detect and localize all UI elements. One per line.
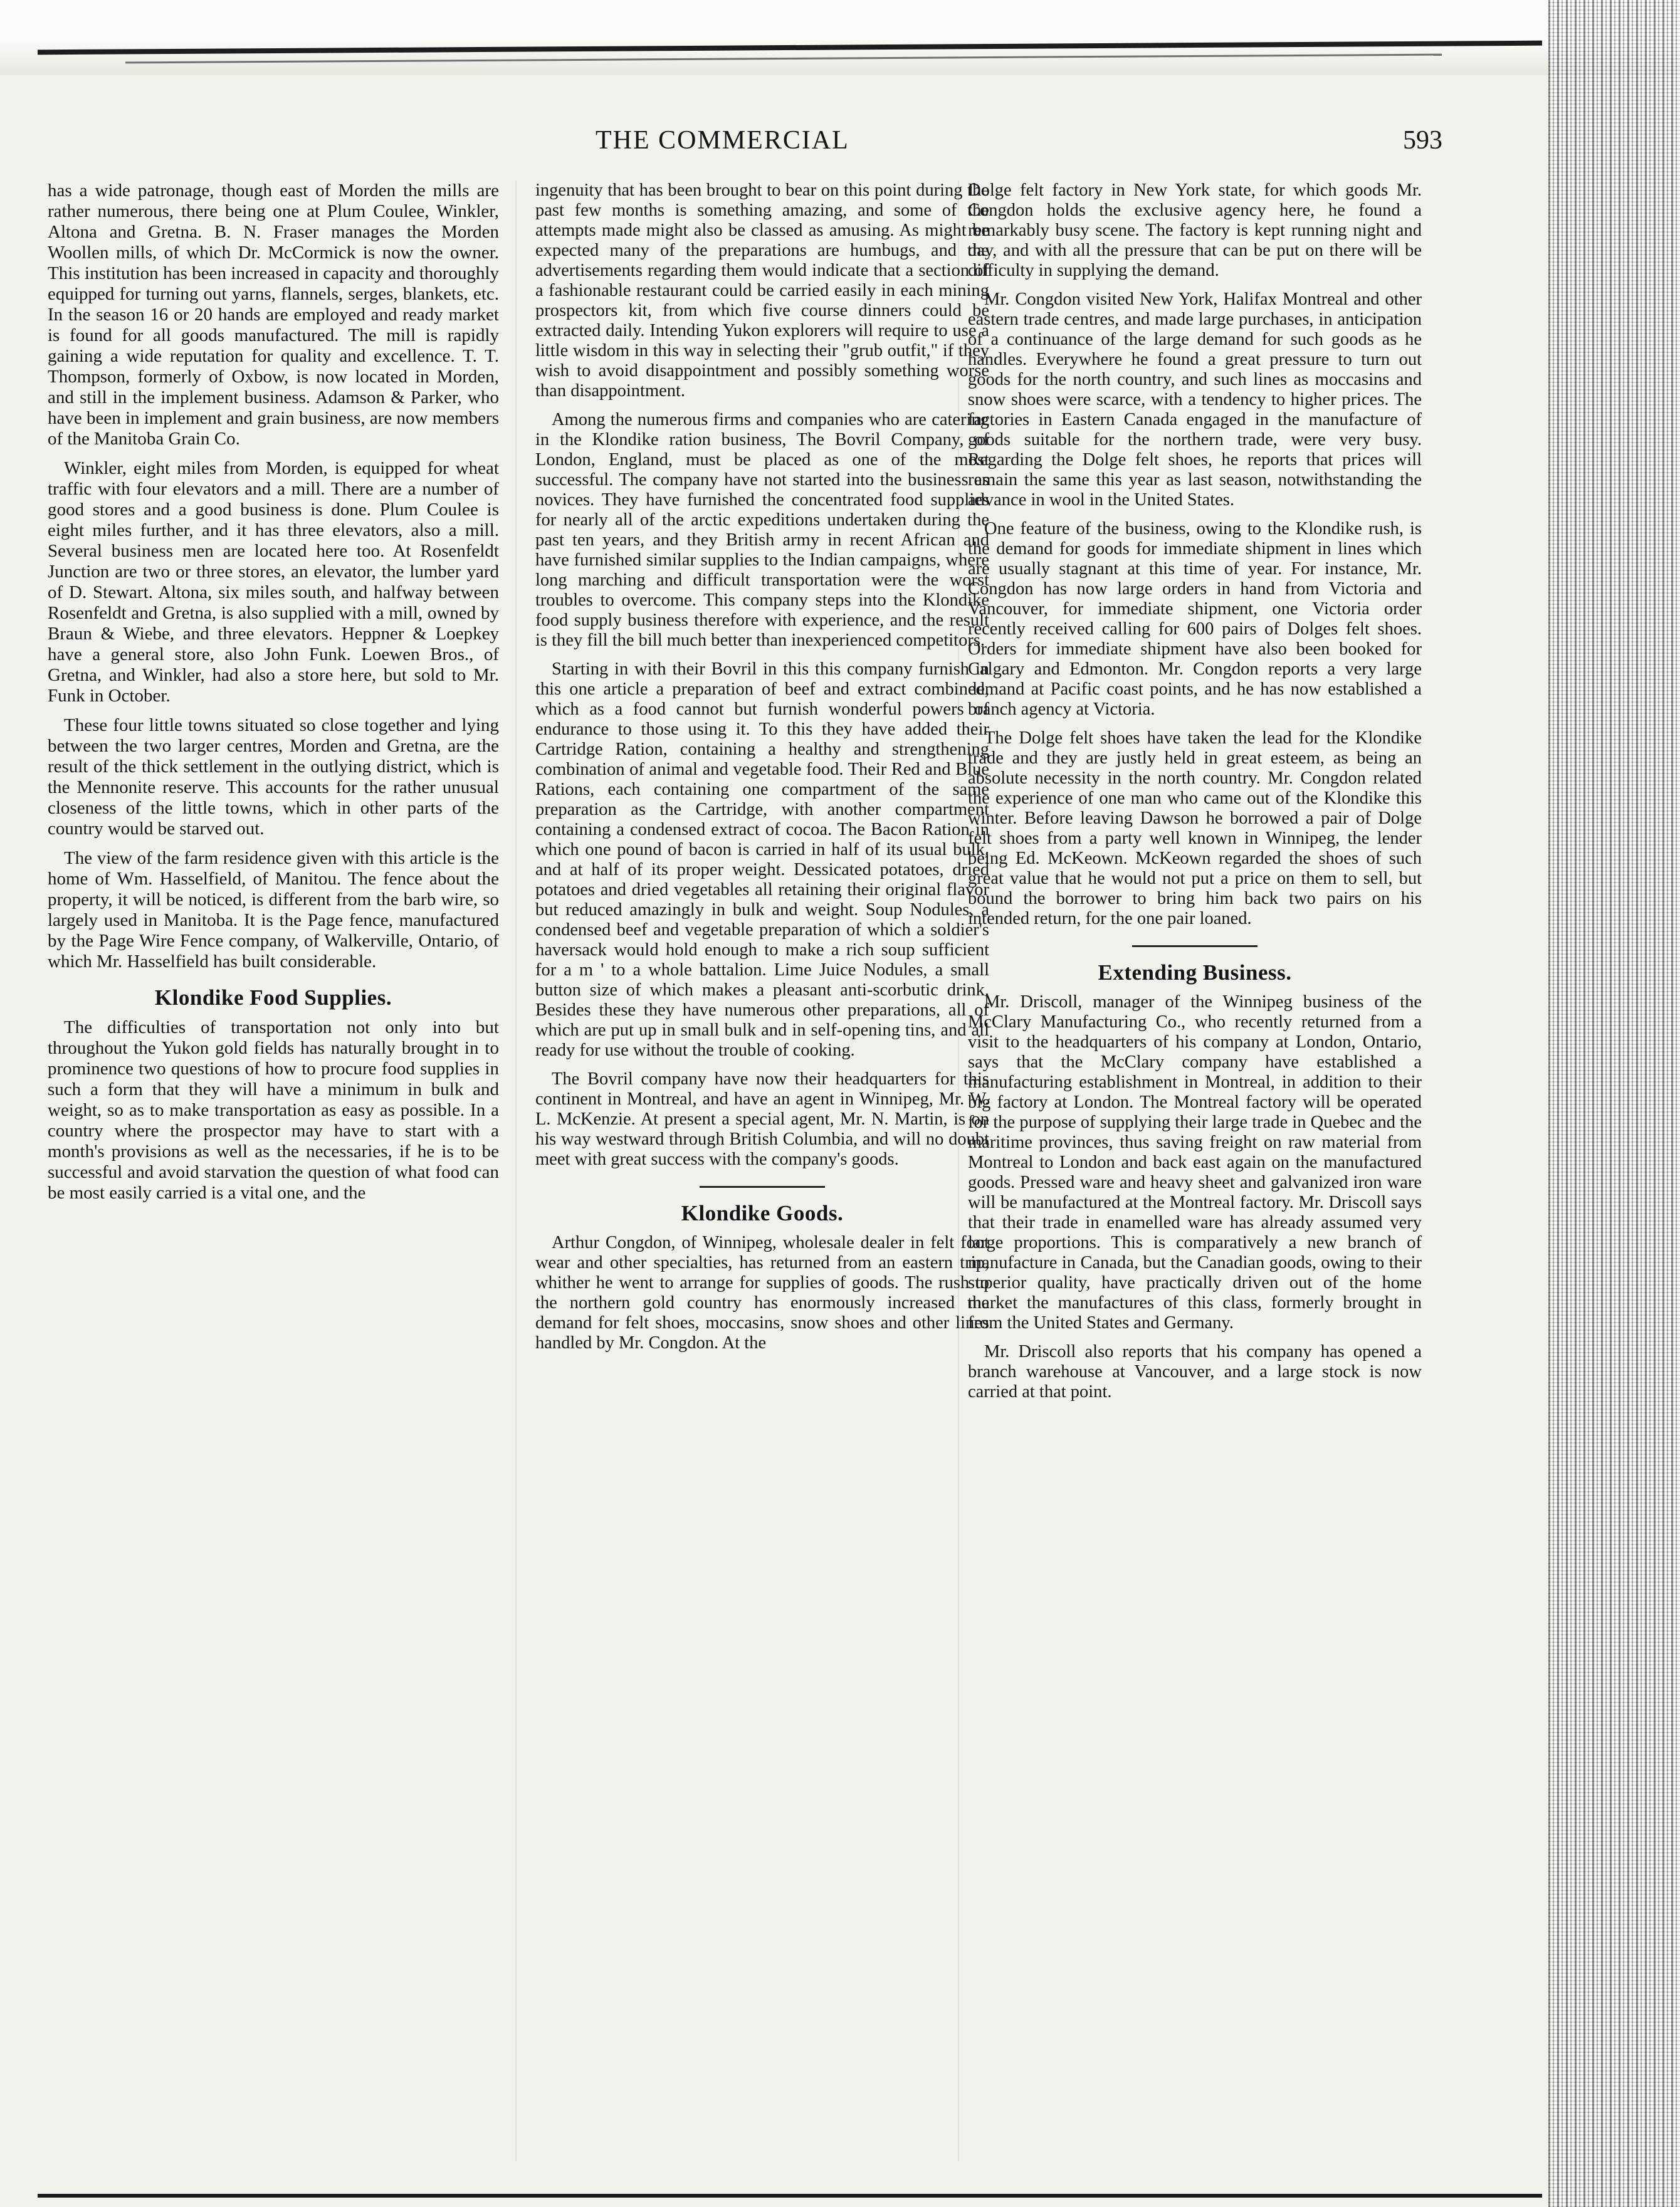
paragraph: The view of the farm residence given with this article is the home of Wm. Hasselfield, of Manitou. The fence about the property, it will be noticed, is different from the barb wire, so largely used in Manitoba. It is the Page fence, manufactured by the Page Wire Fence company, of Walkerville, Ontario, of which Mr. Hasselfield has built considerable.: [48, 848, 499, 972]
paragraph: ingenuity that has been brought to bear on this point during the past few months is something amazing, and some of the attempts made might also be classed as amusing. As might be expected many of the preparations are humbugs, and the advertisements regarding them would indicate that a section of a fashionable restaurant could be carried easily in each mining prospectors kit, from which five course dinners could be extracted daily. Intending Yukon explorers will require to use a little wisdom in this way in selecting their "grub outfit," if they wish to avoid disappointment and possibly something worse than disappointment.: [535, 181, 989, 401]
paragraph: Mr. Driscoll, manager of the Winnipeg business of the McClary Manufacturing Co., who recently returned from a visit to the headquarters of his company at London, Ontario, says that the McClary company have established a manufacturing establishment in Montreal, in addition to their big factory at London. The Montreal factory will be operated for the purpose of supplying their large trade in Quebec and the maritime provinces, thus saving freight on raw material from Montreal to London and back east again on the manufactured goods. Pressed ware and heavy sheet and galvanized iron ware will be manufactured at the Montreal factory. Mr. Driscoll says that their trade in enamelled ware has already assumed very large proportions. This is comparatively a new branch of manufacture in Canada, but the Canadian goods, owing to their superior quality, have practically driven out of the home market the manufactures of this class, formerly brought in from the United States and Germany.: [968, 992, 1422, 1333]
page-header: [0, 125, 1542, 163]
publication-title: THE COMMERCIAL: [596, 126, 849, 155]
paragraph: The difficulties of transportation not only into but throughout the Yukon gold fields has naturally brought in to prominence two questions of how to procure food supplies in such a form that they will have a minimum in bulk and weight, so as to make transportation as easy as possible. In a country where the prospector may have to start with a month's provisions as well as the necessaries, if he is to be successful and avoid starvation the question of what food can be most easily carried is a vital one, and the: [48, 1017, 499, 1203]
scan-margin-top: [0, 0, 1680, 75]
paragraph: Arthur Congdon, of Winnipeg, wholesale dealer in felt foot wear and other specialties, has returned from an eastern trip, whither he went to arrange for supplies of goods. The rush to the northern gold country has enormously increased the demand for felt shoes, moccasins, snow shoes and other lines handled by Mr. Congdon. At the: [535, 1233, 989, 1353]
paragraph: Mr. Congdon visited New York, Halifax Montreal and other eastern trade centres, and made large purchases, in anticipation of a continuance of the large demand for such goods as he handles. Everywhere he found a great pressure to turn out goods for the north country, and such lines as moccasins and snow shoes were scarce, with a tendency to higher prices. The factories in Eastern Canada engaged in the manufacture of goods suitable for the northern trade, were very busy. Regarding the Dolge felt shoes, he reports that prices will remain the same this year as last season, notwithstanding the advance in wool in the United States.: [968, 290, 1422, 510]
paragraph: Mr. Driscoll also reports that his company has opened a branch warehouse at Vancouver, and a large stock is now carried at that point.: [968, 1342, 1422, 1402]
article-heading: Extending Business.: [1098, 960, 1292, 985]
bottom-rule: [38, 2194, 1542, 2198]
section-divider: [700, 1186, 825, 1188]
paragraph: has a wide patronage, though east of Morden the mills are rather numerous, there being one at Plum Coulee, Winkler, Altona and Gretna. B. N. Fraser manages the Morden Woollen mills, of which Dr. McCormick is now the owner. This institution has been increased in capacity and thoroughly equipped for turning out yarns, flannels, serges, blankets, etc. In the season 16 or 20 hands are employed and ready market is found for all goods manufactured. The mill is rapidly gaining a wide reputation for quality and excellence. T. T. Thompson, formerly of Oxbow, is now located in Morden, and still in the implement business. Adamson & Parker, who have been in implement and grain business, are now members of the Manitoba Grain Co.: [48, 181, 499, 449]
paragraph: Starting in with their Bovril in this this company furnish in this one article a preparation of beef and extract combined, which as a food cannot but furnish wonderful powers of endurance to those using it. To this they have added their Cartridge Ration, containing a healthy and strengthening combination of animal and vegetable food. Their Red and Blue Rations, each containing one compartment of the same preparation as the Cartridge, with another compartment containing a condensed extract of cocoa. The Bacon Ration in which one pound of bacon is carried in half of its usual bulk, and at half of its proper weight. Dessicated potatoes, dried potatoes and dried vegetables all retaining their original flavor but reduced amazingly in bulk and weight. Soup Nodules, a condensed beef and vegetable preparation of which a soldier's haversack would hold enough to make a rich soup sufficient for a m ' to a whole battalion. Lime Juice Nodules, a small button size of which makes a pleasant anti-scorbutic drink. Besides these they have numerous other preparations, all of which are put up in small bulk and in self-opening tins, and all ready for use without the trouble of cooking.: [535, 659, 989, 1060]
article-heading: Klondike Food Supplies.: [154, 985, 392, 1010]
paragraph: These four little towns situated so close together and lying between the two larger centres, Morden and Gretna, are the result of the thick settlement in the outlying district, which is the Mennonite reserve. This accounts for the rather unusual closeness of the little towns, which in other parts of the country would be starved out.: [48, 715, 499, 839]
column-3: [968, 181, 1422, 1411]
column-2: [535, 181, 989, 1362]
column-1: [48, 181, 499, 1212]
paragraph: The Bovril company have now their headquarters for this continent in Montreal, and have an agent in Winnipeg, Mr. W. L. McKenzie. At present a special agent, Mr. N. Martin, is on his way westward through British Columbia, and will no doubt meet with great success with the company's goods.: [535, 1069, 989, 1169]
column-gutter-1: [515, 181, 517, 2161]
paragraph: Among the numerous firms and companies who are catering in the Klondike ration business, The Bovril Company, of London, England, must be placed as one of the most successful. The company have not started into the business as novices. They have furnished the concentrated food supplies for nearly all of the arctic expeditions undertaken during the past ten years, and they British army in recent African and have furnished similar supplies to the Indian campaigns, where long marching and difficult transportation were the worst troubles to overcome. This company steps into the Klondike food supply business therefore with experience, and the result is they fill the bill much better than inexperienced competitors.: [535, 410, 989, 650]
section-divider: [1132, 945, 1257, 947]
paragraph: One feature of the business, owing to the Klondike rush, is the demand for goods for immediate shipment in lines which are usually stagnant at this time of year. For instance, Mr. Congdon has now large orders in hand from Victoria and Vancouver, for immediate shipment, one Victoria order recently received calling for 600 pairs of Dolges felt shoes. Orders for immediate shipment have also been booked for Calgary and Edmonton. Mr. Congdon reports a very large demand at Pacific coast points, and he has now established a branch agency at Victoria.: [968, 519, 1422, 719]
page-number: 593: [1403, 126, 1442, 155]
article-heading: Klondike Goods.: [681, 1201, 844, 1225]
paragraph: Dolge felt factory in New York state, for which goods Mr. Congdon holds the exclusive agency here, he found a remarkably busy scene. The factory is kept running night and day, and with all the pressure that can be put on there will be difficulty in supplying the demand.: [968, 181, 1422, 280]
paragraph: The Dolge felt shoes have taken the lead for the Klondike trade and they are justly held in great esteem, as being an absolute necessity in the north country. Mr. Congdon related the experience of one man who came out of the Klondike this winter. Before leaving Dawson he borrowed a pair of Dolge felt shoes from a party well known in Winnipeg, the lender being Ed. McKeown. McKeown regarded the shoes of such great value that he would not put a price on them to sell, but bound the borrower to bring him back two pairs on his intended return, for the one pair loaned.: [968, 728, 1422, 928]
scan-edge-noise: [1548, 0, 1680, 2207]
paragraph: Winkler, eight miles from Morden, is equipped for wheat traffic with four elevators and a mill. There are a number of good stores and a good business is done. Plum Coulee is eight miles further, and it has three elevators, also a mill. Several business men are located here too. At Rosenfeldt Junction are two or three stores, an elevator, the lumber yard of D. Stewart. Altona, six miles south, and halfway between Rosenfeldt and Gretna, is also supplied with a mill, owned by Braun & Wiebe, and three elevators. Heppner & Loepkey have a general store, also John Funk. Loewen Bros., of Gretna, and Winkler, had also a store here, but sold to Mr. Funk in October.: [48, 458, 499, 706]
